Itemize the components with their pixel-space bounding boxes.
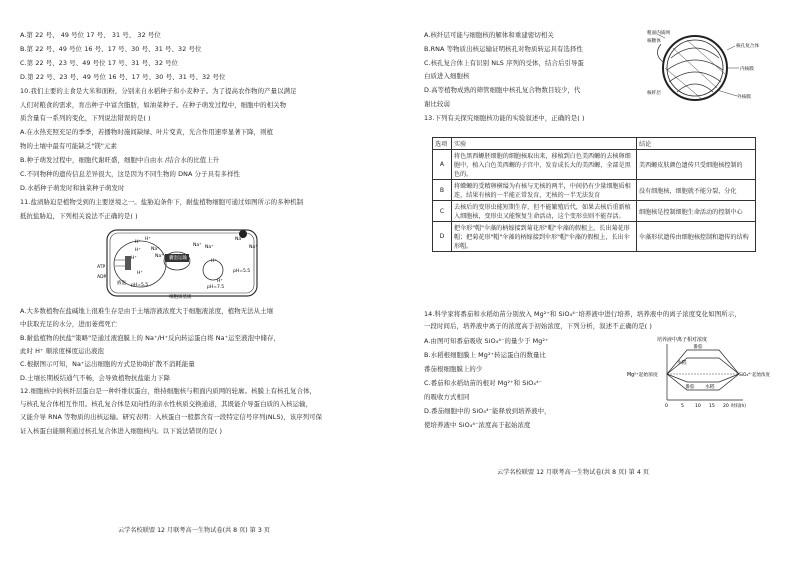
salt-stress-figure [95,226,270,302]
table-cell: 把伞形"帽"伞藻的柄嫁接到菊花形"帽"伞藻的假根上，长出菊花形帽；把菊花形"帽"伞藻的柄嫁接到伞形"帽"伞藻的假根上，长出伞形帽。 [452,222,637,252]
fig-label: H⁺ [145,237,151,242]
text-line: 中获取充足的水分，进而萎蔫死亡 [20,320,118,329]
text-line: 又能介导 RNA 等物质的出核运输。研究表明：入核蛋白一般都含有一段特定信号序列(NLS)，该序列可保 [20,413,323,422]
fig-label: 细胞质基质 [169,295,192,300]
text-line: 与核孔复合体相互作用。核孔复合体是双向性的亲水性核质交换通道，其既能介导蛋白质的入核运输， [20,400,313,409]
text-line: D.番茄细胞中的 SiO₄⁴⁻能释放到培养液中， [424,407,551,415]
text-line: 一段时间后，培养液中离子的浓度高于初始浓度，下列分析，叙述不正确的是( ) [424,322,652,331]
text-line: C.第 22 号、23 号、49 号位 17 号、31 号、32 号位 [20,58,179,67]
chart-label: 水稻 [677,361,687,366]
text-line: A.在水热充照充足的季季，若播物时施间缺绿、叶片变黄，光合作用速率显著下降，则植 [20,128,274,137]
nucleus-label: 外核膜 [737,95,751,100]
text-line: B.第 22 号、49 号位 16 号、17 号、30 号、31 号、32 号位 [20,44,202,53]
fig-label: ADP [97,275,107,280]
chart-tick: 10 [695,404,701,409]
text-line: B.种子萌发过程中，细胞代谢旺盛，细胞中自由水 /结合水的比值上升 [20,156,220,165]
text-line: D.第 22 号、23 号、49 号位 16 号、17 号、30 号、31 号、32 号位 [20,72,226,81]
nucleus-label: 粗面内质网 [647,31,670,36]
chart-label: SiO₄⁴⁻起始浓度 [739,373,770,378]
fig-label: pH=5.5 [131,283,149,288]
table-header-row [433,138,756,150]
table-header: 结论 [637,138,756,150]
fig-label: Na⁺ [205,245,214,250]
text-line: 物的土壤中最有可能缺乏"镁"元素 [20,142,117,151]
fig-label: Na⁺ [151,247,160,252]
text-line: 抵抗盐胁迫，下列相关说法不正确的是( ) [20,211,138,220]
table-header: 实验 [452,138,637,150]
text-line: B.水稻根细胞膜上 Mg²⁺转运蛋白的数量比 [424,351,547,359]
table-cell: 没有细胞核，细胞就不能分裂、分化 [637,180,756,201]
fig-label: H⁺ [137,271,143,276]
text-line: 此时 H⁺ 顺浓度梯度运出液泡 [20,346,105,355]
page-3-footer: 云学名校联盟 12 月联考高一生物试卷(共 8 页) 第 3 页 [118,527,270,534]
fig-label: ATP [97,265,106,270]
chart-label: 番茄 [685,385,695,390]
fig-label: H⁺ [217,279,223,284]
ion-concentration-chart [627,334,770,412]
table-cell: B [433,180,452,201]
text-line: 谢比较弱 [424,100,450,108]
fig-label: Na⁺ [155,254,164,259]
table-cell: C [433,201,452,222]
experiment-table [432,137,756,252]
table-cell: 将色黑西螈胚细胞的细胞核取出来，移植到白色美西螈的去核卵细胞中，植入白色美西螈的子宫中，发育成长大的美西螈，全部是黑色的。 [452,150,637,180]
text-line: 10.我们主要的主食是大米和面粉，分别来自水稻种子和小麦种子。为了提高农作物的产量以满足 [20,86,297,95]
text-line: A.由图可知番茄吸收 SiO₄⁴⁻的量少于 Mg²⁺ [424,337,549,345]
fig-label: H⁺ [211,259,217,264]
text-line: C.核孔复合体上有识别 NLS 序列的受体，结合后引导蛋 [424,58,584,67]
text-line: 11.盐渍胁迫是植物受到的主要逆境之一。盐胁迫条件下，耐盐植物细胞可通过如图所示的多种机制 [20,197,304,206]
page-4-footer: 云学名校联盟 12 月联考高一生物试卷(共 8 页) 第 4 页 [497,469,649,476]
fig-label: H⁺ [135,248,141,253]
chart-tick: 5 [681,404,684,409]
text-line: D.高等植物成熟的筛管细胞中核孔复合物数目较少，代 [424,86,581,95]
fig-label: pH=5.5 [233,269,251,274]
table-row [433,201,756,222]
nucleus-label: 内核膜 [740,67,754,72]
table-cell: 将蝾螈的受精卵横缢为有核与无核的两半，中间仍有少量细胞质相连，结果有核的一半能正常发育，无核的一半无法发育 [452,180,637,201]
text-line: A.大多数植物在盐碱地上很难生存是由于土壤溶液浓度大于细胞液浓度，植物无法从土壤 [20,307,274,315]
text-line: 的吸收方式相同 [424,393,470,401]
chart-tick: 20 [723,404,729,409]
fig-label: Na⁺ [193,243,202,248]
table-row [433,180,756,201]
text-line: 12.细胞核中的核纤层蛋白是一种纤维状蛋白，维持细胞核与粗面内质网的轮廓。核膜上有核孔复合体， [20,386,317,395]
text-line: D.水稻种子萌发时和油菜种子萌发时 [20,183,125,192]
fig-label: 囊泡运输 [169,256,187,261]
text-line: D.土壤长期板结通气不畅，会导致植物抗盐能力下降 [20,373,170,382]
table-row [433,150,756,180]
table-cell: A [433,150,452,180]
page-4 [397,0,794,561]
table-cell: 细胞核是控制细胞生命活动的控制中心 [637,201,756,222]
chart-label: 番茄 [693,345,703,350]
table-cell: 伞藻形状遗传由细胞核控制和遗传的结构 [637,222,756,252]
chart-tick: 15 [709,404,715,409]
text-line: C.不同物种的遗传信息差异很大，这是因为不同生物的 DNA 分子具有多样性 [20,170,241,178]
fig-label: Na⁺ [235,237,244,242]
table-header: 选项 [433,138,452,150]
nucleus-label: 核孔复合体 [736,44,759,49]
text-line: 白质进入细胞核 [424,72,470,81]
fig-label: H⁺ [135,240,141,245]
fig-label: pH=7.5 [207,285,225,290]
text-line: C.根据图示可知，Na⁺运出细胞的方式是协助扩散不消耗能量 [20,360,195,369]
chart-label: 时间(h) [731,404,746,409]
text-line: 证入核蛋白能顺利通过核孔复合体进入细胞核内。以下说法错误的是( ) [20,426,223,435]
text-line: 番茄根细胞膜上的少 [424,365,483,373]
text-line: B.RNA 等物质出核运输证明核孔对物质转运具有选择性 [424,44,583,53]
text-line: C.番茄和水稻幼苗的根对 Mg²⁺和 SiO₄⁴⁻ [424,379,543,387]
table-cell: 去核后的变形虫能短期生存，但不能繁殖后代，如果去核后重新植入细胞核，变形虫又能恢复生命活动，这个变形虫则不能存活。 [452,201,637,222]
fig-label: 液泡 [117,281,126,286]
text-line: 使培养液中 SiO₄⁴⁻浓度高于起始浓度 [424,421,531,429]
table-row [433,222,756,252]
chart-title: 培养液中离子相对浓度 [657,337,708,343]
text-line: A.第 22 号、 49 号位 17 号、 31 号、 32 号位 [20,31,161,39]
table-cell: 美西螈皮肤颜色遗传只受细胞核控制的 [637,150,756,180]
table-cell: D [433,222,452,252]
nucleus-label: 核糖体 [647,39,661,44]
fig-label: H⁺ [131,256,137,261]
text-line: 质含量有一系列的变化，下列说法错误的是( ) [20,114,151,123]
chart-tick: 0 [665,404,668,409]
text-line: 14.科学家将番茄和水稻幼苗分别放入 Mg²⁺和 SiO₄⁴⁻培养液中进行培养，培养液中的离子浓度变化如图所示， [424,310,741,318]
text-line: 13.下列有关探究细胞核功能的实验叙述中，正确的是( ) [424,113,585,122]
text-line: B.耐盐植物的抗盐"策略"是通过液泡膜上的 Na⁺/H⁺反向转运蛋白将 Na⁺运至液泡中储存， [20,333,281,342]
chart-label: 水稻 [705,385,715,390]
fig-label: Na⁺ [249,245,258,250]
text-line: 人们对粮食的需求，育出种子中富含脂肪，如油菜种子。在种子萌发过程中，细胞中的相关物 [20,100,287,109]
nucleus-label: 核纤层 [647,91,661,96]
chart-label: Mg²⁺起始浓度 [627,373,658,378]
text-line: A.核纤层可能与细胞核的解体和重建密切相关 [424,31,554,39]
nucleus-diagram [647,28,777,106]
